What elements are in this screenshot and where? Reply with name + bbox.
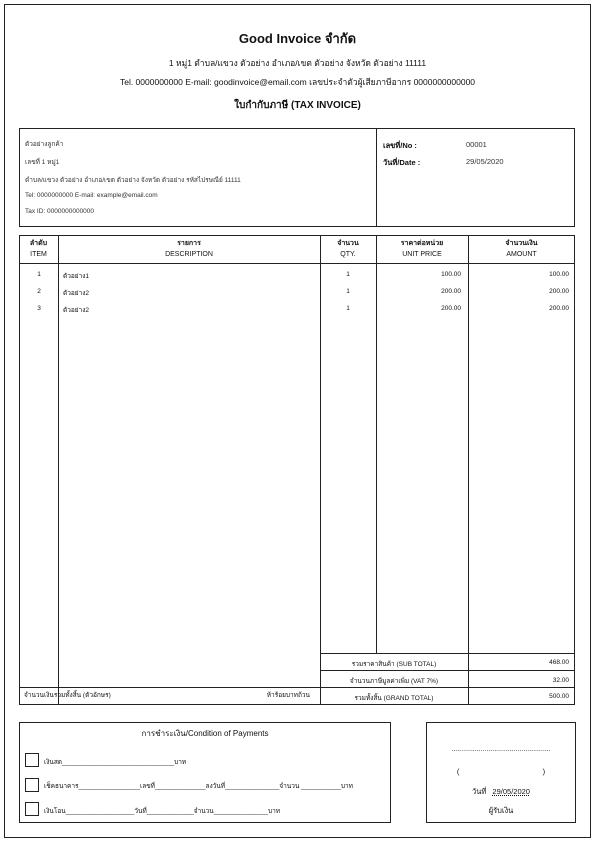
- grand-total-label: รวมทั้งสิ้น (GRAND TOTAL): [354, 695, 434, 702]
- signature-receiver: ผู้รับเงิน: [488, 806, 514, 815]
- row-1-amount: 100.00: [549, 271, 569, 278]
- company-name: Good Invoice จำกัด: [238, 31, 357, 46]
- customer-divider: [376, 128, 377, 227]
- row-2-description: ตัวอย่าง2: [63, 290, 90, 297]
- invoice-date-label: วันที่/Date :: [383, 158, 421, 167]
- row-2-unit-price: 200.00: [441, 288, 461, 295]
- summary-divider-1: [320, 670, 575, 671]
- row-2-item: 2: [37, 288, 41, 295]
- customer-contact: Tel: 0000000000 E-mail: example@email.com: [25, 192, 158, 199]
- vat-value: 32.00: [552, 677, 569, 684]
- invoice-no-label: เลขที่/No :: [383, 141, 417, 150]
- cash-line: เงินสด_______________________________บาท: [44, 759, 187, 766]
- row-1-qty: 1: [346, 271, 350, 278]
- header-item: ลำดับ ITEM: [29, 240, 48, 258]
- row-3-amount: 200.00: [549, 305, 569, 312]
- subtotal-label: รวมราคาสินค้า (SUB TOTAL): [351, 661, 437, 668]
- payment-title: การชำระเงิน/Condition of Payments: [141, 729, 269, 738]
- col-divider-price: [468, 235, 469, 705]
- invoice-no-value: 00001: [466, 140, 487, 149]
- customer-name: ตัวอย่างลูกค้า: [25, 141, 64, 148]
- document-title: ใบกำกับภาษี (TAX INVOICE): [234, 100, 361, 111]
- header-description: รายการ DESCRIPTION: [165, 240, 213, 258]
- grand-total-value: 500.00: [549, 693, 569, 700]
- amount-in-words-value: ห้าร้อยบาทถ้วน: [266, 692, 310, 699]
- row-1-description: ตัวอย่าง1: [63, 273, 90, 280]
- vat-label: จำนวนภาษีมูลค่าเพิ่ม (VAT 7%): [349, 678, 439, 685]
- header-unit-price: ราคาต่อหน่วย UNIT PRICE: [400, 240, 444, 258]
- header-qty: จำนวน QTY.: [337, 240, 359, 258]
- col-divider-qty: [376, 235, 377, 653]
- summary-top-divider: [320, 653, 575, 654]
- row-3-qty: 1: [346, 305, 350, 312]
- row-2-qty: 1: [346, 288, 350, 295]
- table-header-divider: [19, 263, 575, 264]
- cheque-checkbox[interactable]: [25, 778, 39, 792]
- row-1-unit-price: 100.00: [441, 271, 461, 278]
- row-2-amount: 200.00: [549, 288, 569, 295]
- company-address: 1 หมู่1 ตำบล/แขวง ตัวอย่าง อำเภอ/เขต ตัวอย่าง จังหวัด ตัวอย่าง 11111: [168, 58, 427, 68]
- row-1-item: 1: [37, 271, 41, 278]
- company-contact: Tel. 0000000000 E-mail: goodinvoice@email.com เลขประจำตัวผู้เสียภาษีอากร 0000000000000: [119, 77, 476, 87]
- invoice-date-value: 29/05/2020: [466, 157, 504, 166]
- signature-line: ...................................................: [451, 746, 551, 753]
- signature-date-value: 29/05/2020: [492, 787, 530, 796]
- transfer-line: เงินโอน___________________วันที่_____________จำนวน_______________บาท: [44, 808, 281, 815]
- row-3-unit-price: 200.00: [441, 305, 461, 312]
- signature-name-parens: ( ): [456, 767, 546, 776]
- customer-address-1: เลขที่ 1 หมู่1: [25, 159, 60, 166]
- header-amount: จำนวนเงิน AMOUNT: [505, 240, 538, 258]
- transfer-checkbox[interactable]: [25, 802, 39, 816]
- row-3-item: 3: [37, 305, 41, 312]
- signature-date: [426, 786, 576, 798]
- signature-date-label: วันที่: [472, 787, 487, 796]
- customer-address-2: ตำบล/แขวง ตัวอย่าง อำเภอ/เขต ตัวอย่าง จังหวัด ตัวอย่าง รหัสไปรษณีย์ 11111: [25, 177, 241, 184]
- cash-checkbox[interactable]: [25, 753, 39, 767]
- customer-tax-id: Tax ID: 0000000000000: [25, 208, 95, 215]
- amount-in-words-label: จำนวนเงินรวมทั้งสิ้น (ตัวอักษร): [24, 692, 111, 699]
- row-3-description: ตัวอย่าง2: [63, 307, 90, 314]
- summary-divider-2: [19, 687, 575, 688]
- cheque-line: เช็คธนาคาร_________________เลขที่______________ลงวันที่_______________จำนวน ___________บาท: [44, 783, 353, 790]
- subtotal-value: 468.00: [549, 659, 569, 666]
